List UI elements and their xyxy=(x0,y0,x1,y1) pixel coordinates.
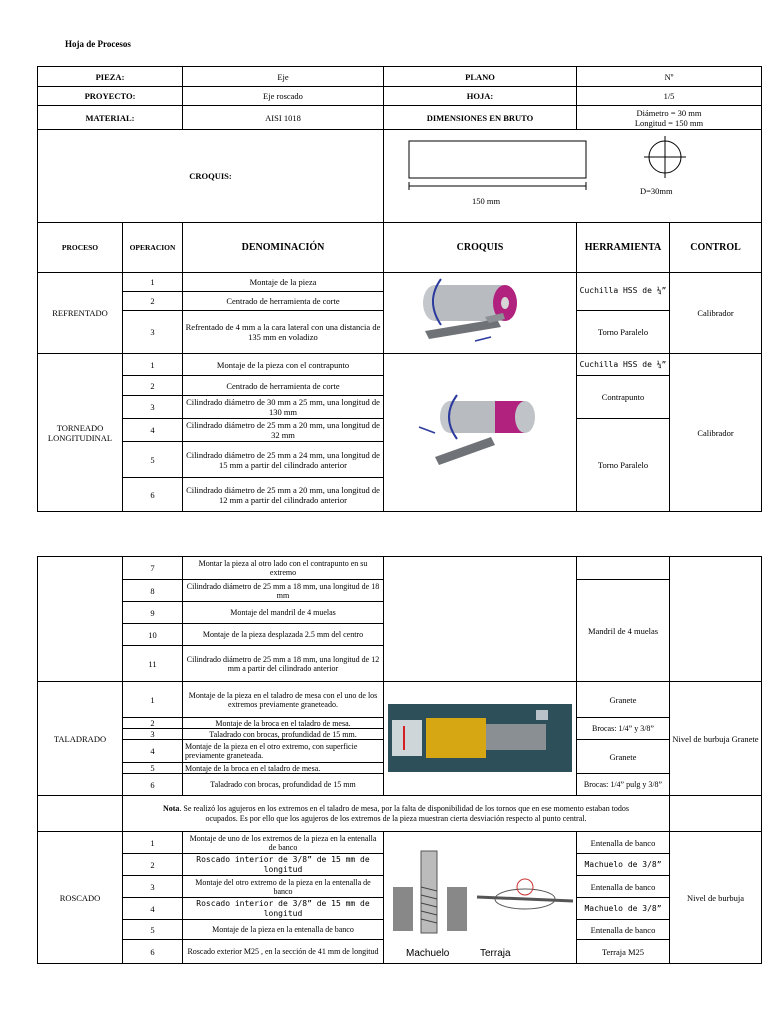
tool-torno-paralelo: Torno Paralelo xyxy=(577,310,670,353)
op-description: Montaje del otro extremo de la pieza en la entenalla de banco xyxy=(183,876,384,898)
plano-value: Nº xyxy=(577,67,762,87)
op-number: 2 xyxy=(123,291,183,310)
roscado-image xyxy=(384,832,577,964)
croquis-empty xyxy=(384,557,577,682)
machuelo-label: Machuelo xyxy=(406,948,450,959)
tool-mandril: Mandril de 4 muelas xyxy=(577,580,670,682)
op-number: 4 xyxy=(123,898,183,920)
op-number: 3 xyxy=(123,396,183,419)
op-description: Montar la pieza al otro lado con el contrapunto en su extremo xyxy=(183,557,384,580)
tool-machuelo: Machuelo de 3/8” xyxy=(577,898,670,920)
material-value: AISI 1018 xyxy=(183,106,384,130)
op-description: Centrado de herramienta de corte xyxy=(183,376,384,396)
op-number: 2 xyxy=(123,854,183,876)
dimensiones-value xyxy=(577,106,762,130)
col-denominacion: DENOMINACIÓN xyxy=(183,223,384,273)
op-number: 5 xyxy=(123,442,183,478)
op-number: 2 xyxy=(123,376,183,396)
threading-illustration xyxy=(385,847,575,947)
op-description: Montaje de la pieza xyxy=(183,273,384,292)
tool-granete: Granete xyxy=(577,682,670,718)
op-description: Montaje del mandril de 4 muelas xyxy=(183,602,384,624)
pieza-value: Eje xyxy=(183,67,384,87)
op-number: 10 xyxy=(123,624,183,646)
op-description: Montaje de la pieza con el contrapunto xyxy=(183,354,384,376)
nota-body: . Se realizó los agujeros en los extremos en el taladro de mesa, por la falta de disponibilidad de los tornos que en ese momento estaban todos ocupados. Es por ello que los agujeros de los extremos de la pieza muestran cierta desviación respecto al punto central. xyxy=(179,803,630,823)
op-number: 3 xyxy=(123,310,183,353)
tool-torno-paralelo: Torno Paralelo xyxy=(577,419,670,512)
op-description: Taladrado con brocas, profundidad de 15 mm xyxy=(183,774,384,796)
table-row xyxy=(38,354,762,376)
op-number: 4 xyxy=(123,740,183,763)
op-description: Roscado interior de 3/8” de 15 mm de longitud xyxy=(183,854,384,876)
op-description: Montaje de la pieza en la entenalla de banco xyxy=(183,920,384,940)
terraja-label: Terraja xyxy=(480,948,511,959)
op-description: Montaje de uno de los extremos de la pieza en la entenalla de banco xyxy=(183,832,384,854)
op-description: Montaje de la pieza desplazada 2.5 mm del centro xyxy=(183,624,384,646)
op-number: 1 xyxy=(123,354,183,376)
op-number: 6 xyxy=(123,774,183,796)
taladrado-image xyxy=(384,682,577,796)
op-description: Montaje de la pieza en el taladro de mesa con el uno de los extremos previamente graneteado. xyxy=(183,682,384,718)
sketch-length-label: 150 mm xyxy=(472,196,501,206)
op-description: Montaje de la pieza en el otro extremo, con superficie previamente graneteada. xyxy=(183,740,384,763)
control-nivel-granete: Nivel de burbuja Granete xyxy=(670,682,762,796)
tool-entenalla: Entenalla de banco xyxy=(577,876,670,898)
op-description: Cilindrado diámetro de 25 mm a 18 mm, una longitud de 18 mm xyxy=(183,580,384,602)
op-number: 6 xyxy=(123,940,183,964)
facing-illustration xyxy=(405,273,555,351)
nota-text xyxy=(123,796,670,832)
tool-entenalla: Entenalla de banco xyxy=(577,832,670,854)
croquis-label: CROQUIS: xyxy=(38,130,384,223)
tool-cuchilla: Cuchilla HSS de ¼” xyxy=(577,354,670,376)
proceso-roscado: ROSCADO xyxy=(38,832,123,964)
torneado-image xyxy=(384,354,577,512)
proceso-taladrado: TALADRADO xyxy=(38,682,123,796)
op-number: 3 xyxy=(123,876,183,898)
op-description: Cilindrado diámetro de 25 mm a 20 mm, una longitud de 32 mm xyxy=(183,419,384,442)
op-description: Cilindrado diámetro de 25 mm a 24 mm, una longitud de 15 mm a partir del cilindrado anterior xyxy=(183,442,384,478)
table-row xyxy=(38,682,762,718)
op-number: 1 xyxy=(123,832,183,854)
dimensiones-label: DIMENSIONES EN BRUTO xyxy=(384,106,577,130)
op-description: Taladrado con brocas, profundidad de 15 mm. xyxy=(183,729,384,740)
nota-row xyxy=(38,796,762,832)
tool-granete: Granete xyxy=(577,740,670,774)
turning-illustration xyxy=(405,387,555,477)
hoja-value: 1/5 xyxy=(577,87,762,106)
op-description: Roscado exterior M25 , en la sección de 41 mm de longitud xyxy=(183,940,384,964)
proceso-refrentado: REFRENTADO xyxy=(38,273,123,354)
op-number: 5 xyxy=(123,920,183,940)
op-number: 3 xyxy=(123,729,183,740)
material-label: MATERIAL: xyxy=(38,106,183,130)
op-number: 6 xyxy=(123,478,183,512)
col-control: CONTROL xyxy=(670,223,762,273)
tool-brocas: Brocas: 1/4” y 3/8” xyxy=(577,718,670,740)
table-row xyxy=(38,832,762,854)
op-number: 9 xyxy=(123,602,183,624)
op-description: Cilindrado diámetro de 25 mm a 18 mm, una longitud de 12 mm a partir del cilindrado anterior xyxy=(183,646,384,682)
refrentado-image xyxy=(384,273,577,354)
control-calibrador: Calibrador xyxy=(670,354,762,512)
process-sheet-table-2 xyxy=(37,556,762,964)
table-row xyxy=(38,273,762,292)
raw-bar-sketch xyxy=(384,130,761,222)
drilling-illustration xyxy=(386,702,574,774)
col-herramienta: HERRAMIENTA xyxy=(577,223,670,273)
col-croquis: CROQUIS xyxy=(384,223,577,273)
op-description: Cilindrado diámetro de 25 mm a 20 mm, una longitud de 12 mm a partir del cilindrado anterior xyxy=(183,478,384,512)
document-title: Hoja de Procesos xyxy=(65,39,131,49)
nota-empty xyxy=(670,796,762,832)
pieza-label: PIEZA: xyxy=(38,67,183,87)
dim-diameter: Diámetro = 30 mm xyxy=(636,107,702,118)
op-description: Montaje de la broca en el taladro de mesa. xyxy=(183,763,384,774)
plano-label: PLANO xyxy=(384,67,577,87)
op-number: 7 xyxy=(123,557,183,580)
tool-machuelo: Machuelo de 3/8” xyxy=(577,854,670,876)
op-description: Refrentado de 4 mm a la cara lateral con una distancia de 135 mm en voladizo xyxy=(183,310,384,353)
tool-entenalla: Entenalla de banco xyxy=(577,920,670,940)
op-number: 1 xyxy=(123,273,183,292)
hoja-label: HOJA: xyxy=(384,87,577,106)
col-operacion: OPERACION xyxy=(123,223,183,273)
tool-terraja: Terraja M25 xyxy=(577,940,670,964)
control-empty xyxy=(670,557,762,682)
op-number: 11 xyxy=(123,646,183,682)
nota-label: Nota xyxy=(162,803,180,813)
op-number: 8 xyxy=(123,580,183,602)
raw-sketch xyxy=(384,130,762,223)
tool-brocas: Brocas: 1/4” pulg y 3/8” xyxy=(577,774,670,796)
op-description: Roscado interior de 3/8” de 15 mm de longitud xyxy=(183,898,384,920)
process-sheet-table-1 xyxy=(37,66,762,512)
tool-contrapunto: Contrapunto xyxy=(577,376,670,419)
op-number: 2 xyxy=(123,718,183,729)
control-calibrador: Calibrador xyxy=(670,273,762,354)
op-description: Cilindrado diámetro de 30 mm a 25 mm, una longitud de 130 mm xyxy=(183,396,384,419)
col-proceso: PROCESO xyxy=(38,223,123,273)
tool-cuchilla: Cuchilla HSS de ¼” xyxy=(577,273,670,311)
op-description: Montaje de la broca en el taladro de mesa. xyxy=(183,718,384,729)
op-number: 4 xyxy=(123,419,183,442)
proyecto-value: Eje roscado xyxy=(183,87,384,106)
table-row xyxy=(38,557,762,580)
op-number: 1 xyxy=(123,682,183,718)
tool-empty xyxy=(577,557,670,580)
proyecto-label: PROYECTO: xyxy=(38,87,183,106)
control-nivel: Nivel de burbuja xyxy=(670,832,762,964)
sketch-diameter-label: D=30mm xyxy=(640,186,673,196)
proceso-torneado: TORNEADO LONGITUDINAL xyxy=(38,354,123,512)
dim-length: Longitud = 150 mm xyxy=(634,117,704,128)
proceso-torneado-cont xyxy=(38,557,123,682)
nota-empty xyxy=(38,796,123,832)
op-description: Centrado de herramienta de corte xyxy=(183,291,384,310)
op-number: 5 xyxy=(123,763,183,774)
